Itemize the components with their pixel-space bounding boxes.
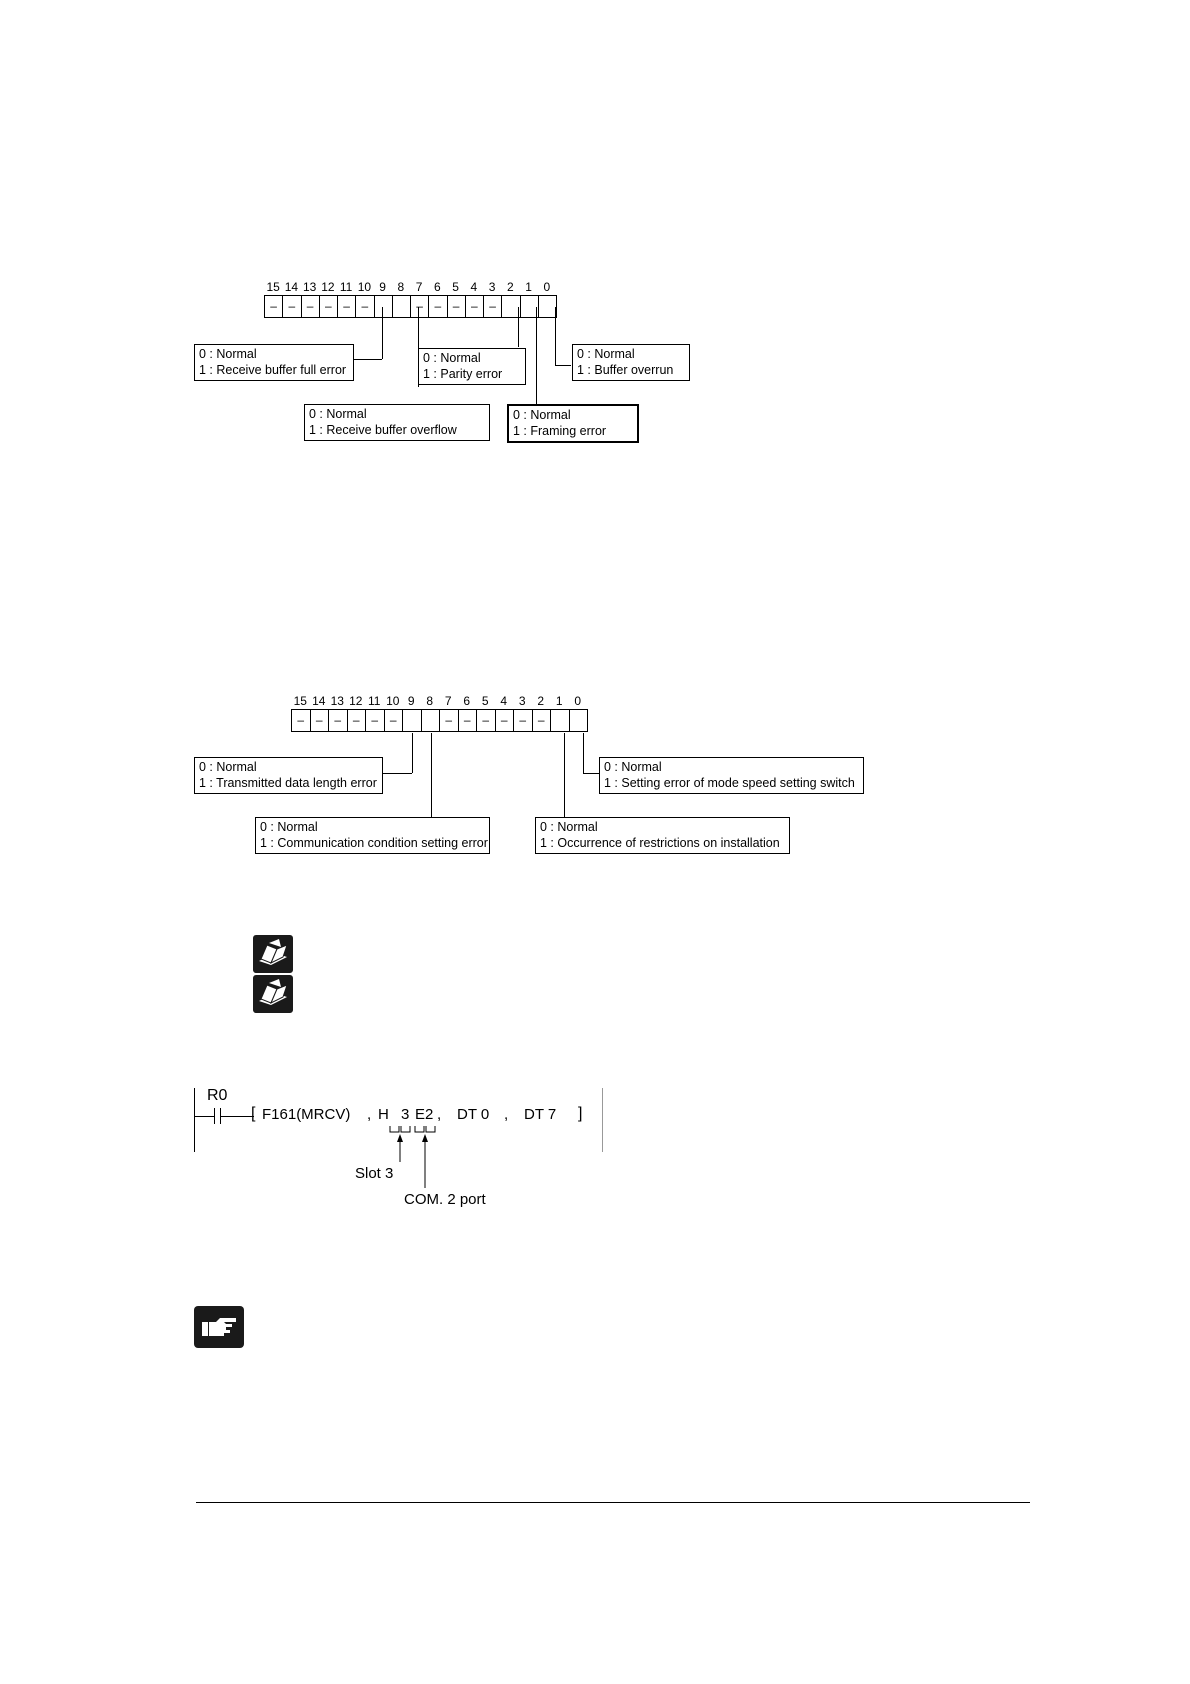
bit-number: 0 (543, 280, 551, 294)
bit-cell: – (347, 709, 367, 732)
bit-cell: – (365, 709, 385, 732)
bit-label-buffer-overrun: 0 : Normal 1 : Buffer overrun (572, 344, 690, 381)
bit-cell: – (483, 295, 502, 318)
bit-number: 5 (452, 280, 459, 294)
bit-number: 1 (525, 280, 532, 294)
bit-number: 2 (507, 280, 514, 294)
bit-number: 4 (500, 694, 508, 708)
contact-symbol (214, 1108, 215, 1124)
bit-cell: – (495, 709, 515, 732)
bit-cell: – (264, 295, 283, 318)
bit-label-transmitted-data-length: 0 : Normal 1 : Transmitted data length error (194, 757, 383, 794)
bit-cell: – (532, 709, 552, 732)
bit-number: 14 (312, 694, 326, 708)
bit-number: 4 (470, 280, 478, 294)
operand-slot-digit: 3 (401, 1106, 410, 1123)
bit-cell: – (310, 709, 330, 732)
bit-number: 3 (488, 280, 496, 294)
bit-label-receive-buffer-overflow: 0 : Normal 1 : Receive buffer overflow (304, 404, 490, 441)
bit-number: 14 (284, 280, 299, 294)
bit-number: 7 (444, 694, 452, 708)
bit-cell: – (428, 295, 447, 318)
operand-h-prefix: H (378, 1106, 389, 1123)
operand-separator: , (504, 1106, 509, 1123)
annotation-port: COM. 2 port (404, 1191, 486, 1208)
bit-number: 9 (379, 280, 386, 294)
bit-cell: – (337, 295, 356, 318)
bit-cell: – (301, 295, 320, 318)
bit-cell: – (458, 709, 478, 732)
bit-cell: – (513, 709, 533, 732)
bit-cell: – (355, 295, 374, 318)
bit-cell: – (476, 709, 496, 732)
bracket-open: [ (251, 1105, 256, 1122)
bit-number: 11 (368, 694, 381, 708)
bit-label-mode-speed-switch: 0 : Normal 1 : Setting error of mode speed setting switch (599, 757, 864, 794)
bit-number: 8 (426, 694, 434, 708)
bit-cell: – (439, 709, 459, 732)
bit-number: 11 (339, 280, 353, 294)
bit-number: 9 (407, 694, 415, 708)
bit-number: 2 (537, 694, 545, 708)
bit-number: 0 (574, 694, 582, 708)
contact-label: R0 (207, 1087, 228, 1104)
rung-wire (220, 1116, 254, 1117)
bit-cell: – (384, 709, 404, 732)
operand-dt0: DT 0 (457, 1106, 490, 1123)
bit-number: 7 (415, 280, 423, 294)
left-power-rail (194, 1088, 195, 1152)
bit-number: 3 (518, 694, 526, 708)
bit-number: 10 (357, 280, 372, 294)
bit-number: 15 (266, 280, 280, 294)
operand-port-code: E2 (415, 1106, 434, 1123)
rung-wire (194, 1116, 214, 1117)
instruction-name: F161(MRCV) (262, 1106, 351, 1123)
right-power-rail (602, 1088, 603, 1152)
bit-number: 13 (302, 280, 317, 294)
bit-cell: – (447, 295, 466, 318)
bit-number: 15 (293, 694, 307, 708)
bit-label-parity-error: 0 : Normal 1 : Parity error (418, 348, 526, 385)
bit-number: 5 (481, 694, 489, 708)
bit-number: 12 (321, 280, 335, 294)
bit-label-communication-condition: 0 : Normal 1 : Communication condition setting error (255, 817, 490, 854)
bit-number: 12 (349, 694, 363, 708)
bit-number: 6 (463, 694, 471, 708)
bit-cell: – (465, 295, 484, 318)
bracket-close: ] (578, 1105, 583, 1122)
operand-separator: , (367, 1106, 372, 1123)
annotation-slot: Slot 3 (355, 1165, 394, 1182)
annotation-arrows (394, 1132, 434, 1192)
bit-number: 1 (555, 694, 563, 708)
bit-label-framing-error: 0 : Normal 1 : Framing error (507, 404, 639, 443)
pointing-hand-icon (194, 1306, 244, 1348)
bit-label-receive-buffer-full: 0 : Normal 1 : Receive buffer full error (194, 344, 354, 381)
bit-number: 13 (330, 694, 344, 708)
footer-rule (196, 1502, 1030, 1503)
bit-number: 6 (434, 280, 441, 294)
bit-cell: – (282, 295, 301, 318)
bit-cell: – (328, 709, 348, 732)
bit-number: 8 (397, 280, 405, 294)
bit-number: 10 (386, 694, 400, 708)
bit-cell: – (291, 709, 311, 732)
operand-separator: , (437, 1106, 442, 1123)
bit-cell: – (410, 295, 429, 318)
operand-dt7: DT 7 (524, 1106, 557, 1123)
bit-label-restrictions-installation: 0 : Normal 1 : Occurrence of restrictions on installation (535, 817, 790, 854)
bit-cell: – (319, 295, 338, 318)
